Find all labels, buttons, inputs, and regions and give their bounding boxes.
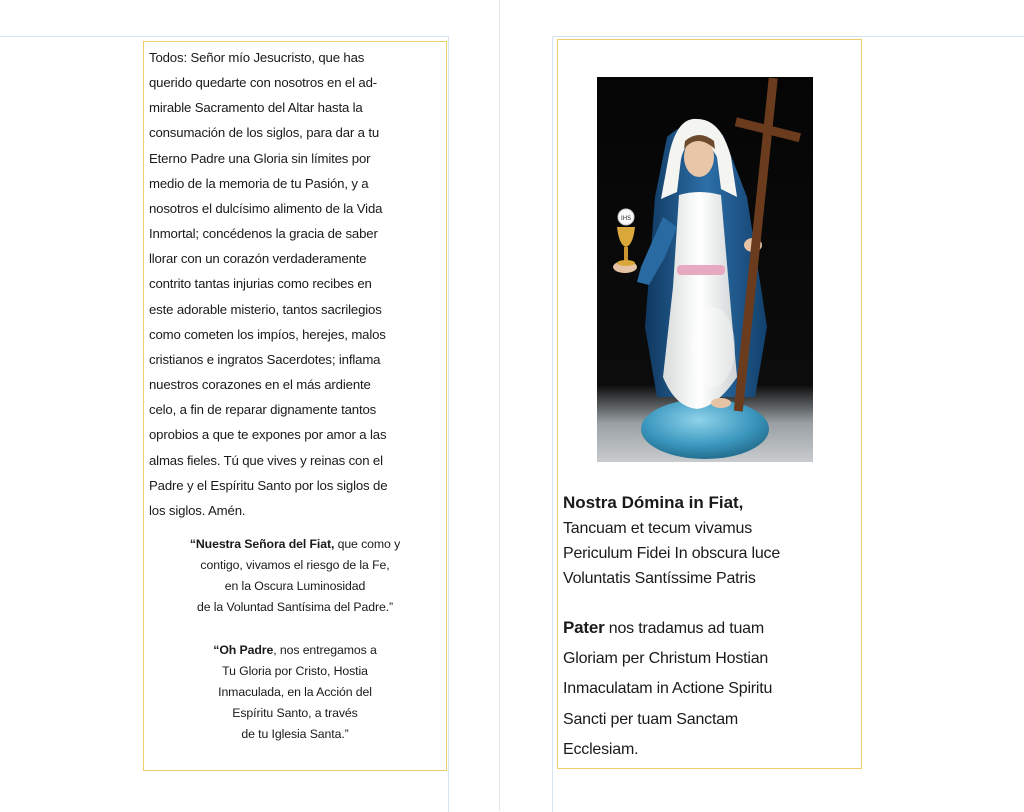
verse-line: Periculum Fidei In obscura luce	[563, 545, 781, 562]
prayer-line: medio de la memoria de tu Pasión, y a	[149, 175, 369, 191]
prayer-line: llorar con un corazón verdaderamente	[149, 251, 367, 267]
padre-quote	[146, 640, 444, 745]
spanish-prayer	[149, 45, 445, 523]
prayer-line: Eterno Padre una Gloria sin límites por	[149, 150, 371, 166]
prayer-line: nuestros corazones en el más ardiente	[149, 377, 371, 393]
prayer-line: celo, a fin de reparar dignamente tantos	[149, 402, 377, 418]
latin-prayer	[563, 613, 855, 765]
quote-line: en la Oscura Luminosidad	[224, 579, 366, 593]
quote-line: de tu Iglesia Santa.”	[241, 727, 349, 741]
prayer-line: mirable Sacramento del Altar hasta la	[149, 100, 363, 116]
prayer-line: Gloriam per Christum Hostian	[563, 650, 769, 668]
quote-line	[146, 534, 444, 555]
quote-line: contigo, vivamos el riesgo de la Fe,	[200, 558, 390, 572]
prayer-line: cristianos e ingratos Sacerdotes; inflama	[149, 351, 381, 367]
latin-title: Nostra Dómina in Fiat,	[563, 493, 744, 512]
prayer-line: contrito tantas injurias como recibes en	[149, 276, 372, 292]
madonna-statue-image	[597, 77, 813, 462]
quote-text: , nos entregamos a	[273, 643, 377, 657]
prayer-lead: Pater	[563, 618, 605, 637]
prayer-line: Inmortal; concédenos la gracia de saber	[149, 226, 378, 242]
prayer-line: nosotros el dulcísimo alimento de la Vida	[149, 200, 383, 216]
prayer-line	[563, 613, 855, 644]
fiat-quote	[146, 534, 444, 618]
quote-bold-lead: “Oh Padre	[213, 643, 274, 657]
prayer-line: como cometen los impíos, herejes, malos	[149, 326, 386, 342]
prayer-line: los siglos. Amén.	[149, 502, 246, 518]
host-label: IHS	[620, 215, 632, 222]
prayer-line: almas fieles. Tú que vives y reinas con el	[149, 452, 383, 468]
prayer-line: Todos: Señor mío Jesucristo, que has	[149, 50, 365, 65]
prayer-line: oprobios a que te expones por amor a las	[149, 427, 387, 443]
prayer-text: nos tradamus ad tuam	[604, 620, 764, 637]
quote-text: que como y	[334, 537, 401, 551]
prayer-line: Padre y el Espíritu Santo por los siglos de	[149, 477, 388, 493]
verse-line: Voluntatis Santíssime Patris	[563, 570, 756, 587]
quote-bold-lead: “Nuestra Señora del Fiat,	[189, 537, 335, 551]
quote-line: Inmaculada, en la Acción del	[218, 685, 372, 699]
quote-line	[146, 640, 444, 661]
prayer-line: Sancti per tuam Sanctam	[563, 710, 739, 728]
prayer-line: querido quedarte con nosotros en el ad-	[149, 75, 378, 91]
latin-verse	[563, 516, 855, 591]
prayer-line: Ecclesiam.	[563, 740, 639, 758]
prayer-line: Inmaculatam in Actione Spiritu	[563, 680, 773, 698]
prayer-line: este adorable misterio, tantos sacrilegios	[149, 301, 382, 317]
page-gutter	[499, 0, 500, 811]
quote-line: de la Voluntad Santísima del Padre.”	[196, 600, 393, 614]
quote-line: Espíritu Santo, a través	[232, 706, 358, 720]
prayer-line: consumación de los siglos, para dar a tu	[149, 125, 380, 141]
verse-line: Tancuam et tecum vivamus	[563, 520, 753, 537]
quote-line: Tu Gloria por Cristo, Hostia	[222, 664, 368, 678]
